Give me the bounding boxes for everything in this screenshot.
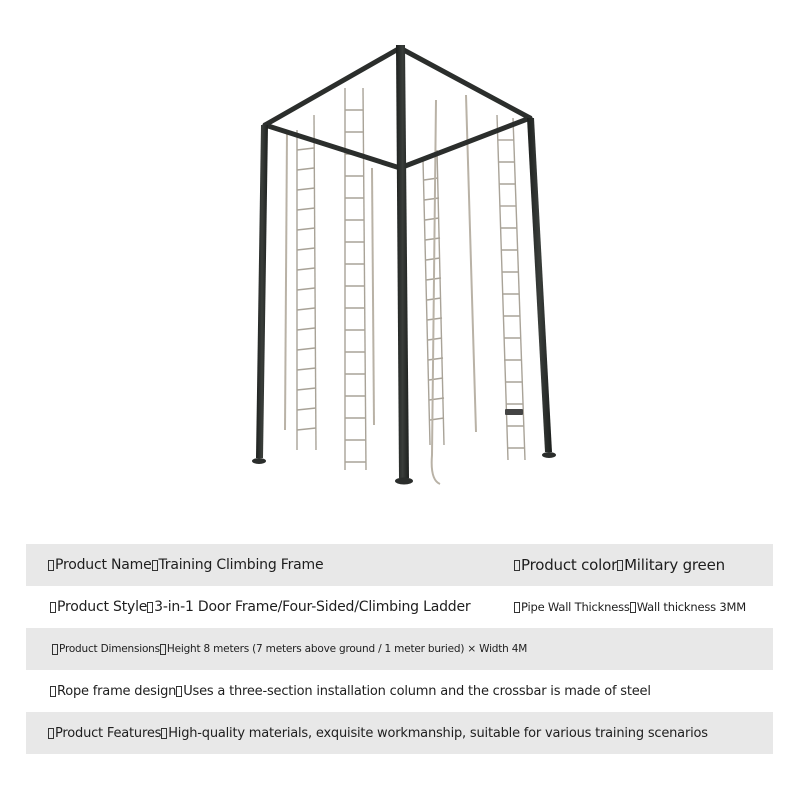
bullet-glyph (48, 728, 54, 739)
ladder-right-outer (497, 115, 525, 460)
spec-label: Product Features (55, 725, 162, 741)
separator-glyph (176, 686, 182, 697)
spec-rope-frame-design (50, 670, 651, 712)
spec-label: Product Name (55, 557, 152, 573)
spec-table (26, 544, 773, 754)
spec-product-dimensions (52, 628, 527, 670)
frame-clamp (505, 409, 523, 415)
bullet-glyph (514, 602, 520, 613)
spec-label: Product color (521, 556, 618, 574)
spec-product-color (514, 544, 725, 586)
separator-glyph (160, 644, 166, 655)
spec-product-name (48, 544, 323, 586)
spec-value: Height 8 meters (7 meters above ground / 1 meter buried) × Width 4M (166, 643, 528, 655)
separator-glyph (147, 602, 153, 613)
separator-glyph (630, 602, 636, 613)
spec-label: Pipe Wall Thickness (521, 600, 630, 614)
spec-value: High-quality materials, exquisite workmanship, suitable for various training scenarios (168, 725, 708, 741)
spec-row-features (26, 712, 773, 754)
spec-row-style-pipe (26, 586, 773, 628)
spec-value: Military green (624, 556, 725, 574)
spec-pipe-wall (514, 586, 746, 628)
spec-label: Product Style (57, 599, 148, 615)
spec-value: Uses a three-section installation column and the crossbar is made of steel (183, 683, 651, 699)
separator-glyph (161, 728, 167, 739)
spec-row-name-color (26, 544, 773, 586)
bullet-glyph (52, 644, 58, 655)
ladder-left (297, 115, 316, 450)
spec-row-dimensions (26, 628, 773, 670)
bullet-glyph (514, 560, 520, 571)
bullet-glyph (50, 602, 56, 613)
spec-product-style (50, 586, 470, 628)
bullet-glyph (48, 560, 54, 571)
spec-label: Product Dimensions (59, 643, 160, 655)
ladder-back-left (345, 88, 366, 470)
separator-glyph (152, 560, 158, 571)
spec-label: Rope frame design (57, 683, 177, 699)
separator-glyph (617, 560, 623, 571)
bullet-glyph (50, 686, 56, 697)
spec-value: 3-in-1 Door Frame/Four-Sided/Climbing Ladder (154, 599, 471, 615)
spec-value: Wall thickness 3MM (636, 600, 746, 614)
spec-value: Training Climbing Frame (158, 557, 324, 573)
spec-product-features (48, 712, 708, 754)
spec-row-rope-frame (26, 670, 773, 712)
